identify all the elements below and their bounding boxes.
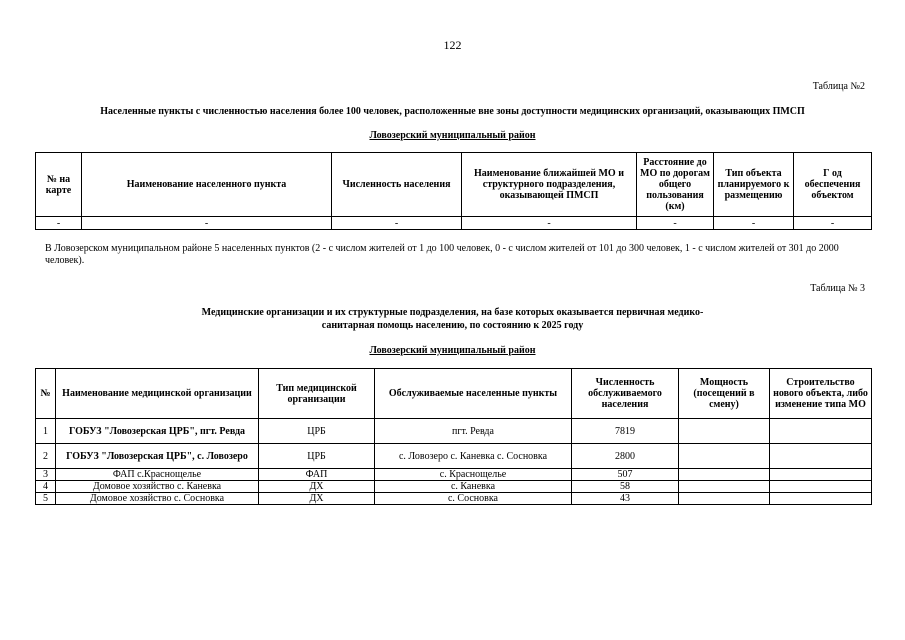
table3-col-header: Численность обслуживаемого населения: [572, 369, 679, 419]
table3-cell: ГОБУЗ "Ловозерская ЦРБ", пгт. Ревда: [56, 419, 259, 444]
table3-cell: 2800: [572, 444, 679, 469]
table3-cell: 2: [36, 444, 56, 469]
table3-col-header: Мощность (посещений в смену): [679, 369, 770, 419]
table3-cell: с. Краснощелье: [375, 469, 572, 481]
table3-district: Ловозерский муниципальный район: [369, 345, 536, 356]
table3-cell: [770, 469, 872, 481]
table3-cell: ЦРБ: [259, 444, 375, 469]
table3-cell: 4: [36, 481, 56, 493]
table-row: [36, 419, 872, 444]
table3-cell: Домовое хозяйство с. Сосновка: [56, 493, 259, 505]
table-row: [36, 493, 872, 505]
table3-header-row: [36, 369, 872, 419]
table2-col-header: Г од обеспечения объектом: [794, 153, 872, 217]
table2-cell: -: [36, 217, 82, 230]
table3-cell: ФАП: [259, 469, 375, 481]
table3-title-line1: Медицинские организации и их структурные подразделения, на базе которых оказывается первичная медико-: [201, 307, 704, 318]
table3-cell: 1: [36, 419, 56, 444]
district-note: В Ловозерском муниципальном районе 5 населенных пунктов (2 - с числом жителей от 1 до 100 человек, 0 - с числом жителей от 101 до 300 человек, 1 - с числом жителей от 301 до 2000 человек).: [45, 243, 839, 266]
table3-cell: пгт. Ревда: [375, 419, 572, 444]
table2-cell: -: [637, 217, 714, 230]
table3-cell: 7819: [572, 419, 679, 444]
table-row: [36, 217, 872, 230]
table3: [35, 368, 872, 505]
table3-label: Таблица № 3: [810, 283, 865, 294]
table3-cell: ГОБУЗ "Ловозерская ЦРБ", с. Ловозеро: [56, 444, 259, 469]
table3-cell: с. Каневка: [375, 481, 572, 493]
table3-cell: 43: [572, 493, 679, 505]
table-row: [36, 469, 872, 481]
table3-cell: ЦРБ: [259, 419, 375, 444]
table3-cell: [679, 493, 770, 505]
table3-cell: ДХ: [259, 493, 375, 505]
page-number: 122: [443, 38, 462, 52]
table3-col-header: Обслуживаемые населенные пункты: [375, 369, 572, 419]
table3-cell: [770, 481, 872, 493]
table2-col-header: Наименование населенного пункта: [82, 153, 332, 217]
table3-cell: 507: [572, 469, 679, 481]
table3-cell: ДХ: [259, 481, 375, 493]
table2-title: Населенные пункты с численностью населения более 100 человек, расположенные вне зоны доступности медицинских организаций, оказывающих ПМСП: [100, 106, 805, 117]
table2-header-row: [36, 153, 872, 217]
table3-cell: [679, 469, 770, 481]
table3-cell: [679, 419, 770, 444]
table2-col-header: Наименование ближайшей МО и структурного подразделения, оказывающей ПМСП: [462, 153, 637, 217]
table3-cell: [679, 481, 770, 493]
table2-col-header: Тип объекта планируемого к размещению: [714, 153, 794, 217]
table3-cell: с. Сосновка: [375, 493, 572, 505]
table3-cell: 5: [36, 493, 56, 505]
table3-col-header: Строительство нового объекта, либо изменение типа МО: [770, 369, 872, 419]
table2-col-header: Численность населения: [332, 153, 462, 217]
table-row: [36, 481, 872, 493]
table2-col-header: Расстояние до МО по дорогам общего пользования (км): [637, 153, 714, 217]
table3-cell: [770, 419, 872, 444]
table3-title-line2: санитарная помощь населению, по состоянию к 2025 году: [321, 320, 584, 331]
table3-cell: 3: [36, 469, 56, 481]
table2-cell: -: [462, 217, 637, 230]
table-row: [36, 444, 872, 469]
table2-cell: -: [332, 217, 462, 230]
table3-cell: [679, 444, 770, 469]
table3-cell: с. Ловозеро с. Каневка с. Сосновка: [375, 444, 572, 469]
table2-district: Ловозерский муниципальный район: [369, 130, 536, 141]
table2-col-header: № на карте: [36, 153, 82, 217]
table3-cell: Домовое хозяйство с. Каневка: [56, 481, 259, 493]
table2: [35, 152, 872, 230]
table3-cell: ФАП с.Краснощелье: [56, 469, 259, 481]
table3-cell: [770, 493, 872, 505]
table2-cell: -: [714, 217, 794, 230]
table3-cell: 58: [572, 481, 679, 493]
table3-col-header: №: [36, 369, 56, 419]
table2-cell: -: [794, 217, 872, 230]
table2-cell: -: [82, 217, 332, 230]
table2-label: Таблица №2: [812, 81, 865, 92]
table3-col-header: Наименование медицинской организации: [56, 369, 259, 419]
table3-cell: [770, 444, 872, 469]
table3-col-header: Тип медицинской организации: [259, 369, 375, 419]
